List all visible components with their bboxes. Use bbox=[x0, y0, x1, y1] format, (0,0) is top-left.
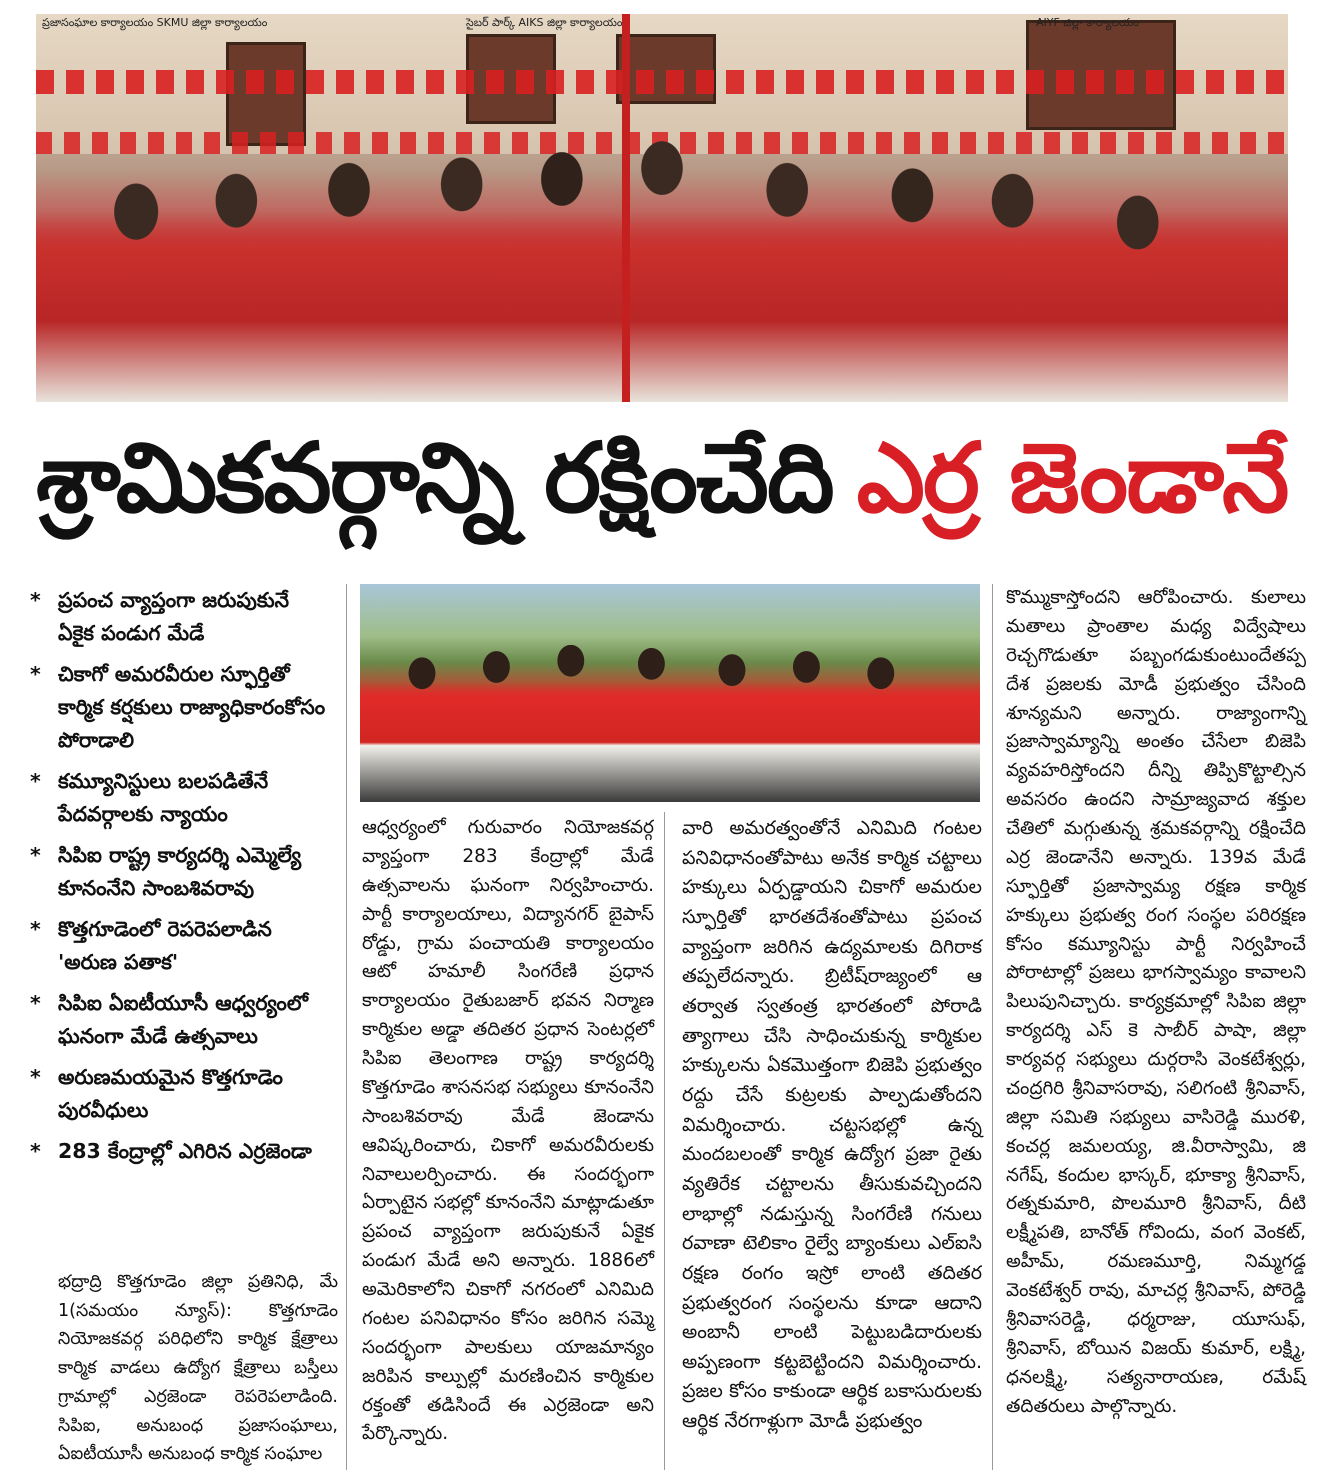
highlight-item bbox=[30, 1061, 330, 1127]
highlight-text: 283 కేంద్రాల్లో ఎగిరిన ఎర్రజెండా bbox=[58, 1139, 312, 1163]
dateline-paragraph: భద్రాద్రి కొత్తగూడెం జిల్లా ప్రతినిధి, మే 1(సమయం న్యూస్): కొత్తగూడెం నియోజకవర్గ పరిధిలోని కార్మిక క్షేత్రాలు కార్మిక వాడలు ఉద్యోగ క్షేత్రాలు బస్తీలు గ్రామాల్లో ఎర్రజెండా రెపరెపలాడింది. సిపిఐ, అనుబంధ ప్రజాసంఘాలు, ఏఐటీయూసీ అనుబంధ కార్మిక సంఘాల bbox=[58, 1272, 338, 1465]
photo-sign-right: AIYF జిల్లా కార్యాలయం bbox=[1036, 16, 1139, 29]
article-text: వారి అమరత్వంతోనే ఎనిమిది గంటల పనివిధానంతోపాటు అనేక కార్మిక చట్టాలు హక్కులు ఏర్పడ్డాయని చికాగో అమరుల స్ఫూర్తితో భారతదేశంతోపాటు ప్రపంచ వ్యాప్తంగా జరిగిన ఉద్యమాలకు దిగిరాక తప్పలేదన్నారు. బ్రిటీష్‌రాజ్యంలో ఆ తర్వాత స్వతంత్ర భారతంలో పోరాడి త్యాగాలు చేసి సాధించుకున్న కార్మికుల హక్కులను ఏకమొత్తంగా బిజెపి ప్రభుత్వం రద్దు చేసే కుట్రలకు పాల్పడుతోందని విమర్శించారు. చట్టసభల్లో ఉన్న మందబలంతో కార్మిక ఉద్యోగ ప్రజా రైతు వ్యతిరేక చట్టాలను తీసుకువచ్చిందని లాభాల్లో నడుస్తున్న సింగరేణి గనులు రవాణా టెలికాం రైల్వే బ్యాంకులు ఎల్ఐసి రక్షణ రంగం ఇస్రో లాంటి తదితర ప్రభుత్వరంగ సంస్థలను కూడా ఆదాని అంబానీ లాంటి పెట్టుబడిదారులకు అప్పణంగా కట్టబెట్టిందని విమర్శించారు. ప్రజల కోసం కాకుండా ఆర్థిక బకాసురులకు ఆర్థిక నేరగాళ్లుగా మోడీ ప్రభుత్వం bbox=[682, 817, 982, 1433]
highlight-text: సిపిఐ రాష్ట్ర కార్యదర్శి ఎమ్మెల్యే కూనంనేని సాంబశివరావు bbox=[58, 843, 302, 900]
star-icon: * bbox=[30, 1139, 41, 1163]
article-column-2 bbox=[362, 814, 654, 1449]
article-text: ఆధ్వర్యంలో గురువారం నియోజకవర్గ వ్యాప్తంగా 283 కేంద్రాల్లో మేడే ఉత్సవాలను ఘనంగా నిర్వహించారు. పార్టీ కార్యాలయాలు, విద్యానగర్ బైపాస్ రోడ్డు, గ్రామ పంచాయతి కార్యాలయం ఆటో హమాలీ సింగరేణి ప్రధాన కార్యాలయం రైతుబజార్ భవన నిర్మాణ కార్మికుల అడ్డా తదితర ప్రధాన సెంటర్లలో సిపిఐ తెలంగాణ రాష్ట్ర కార్యదర్శి కొత్తగూడెం శాసనసభ సభ్యులు కూనంనేని సాంబశివరావు మేడే జెండాను ఆవిష్కరించారు, చికాగో అమరవీరులకు నివాలులర్పించారు. ఈ సందర్భంగా ఏర్పాటైన సభల్లో కూనంనేని మాట్లాడుతూ ప్రపంచ వ్యాప్తంగా జరుపుకునే ఏకైక పండుగ మేడే అని అన్నారు. 1886లో అమెరికాలోని చికాగో నగరంలో ఎనిమిది గంటల పనివిధానం కోసం జరిగిన సమ్మె సందర్భంగా పాలకులు యాజమాన్యం జరిపిన కాల్పుల్లో మరణించిన కార్మికుల రక్తంతో తడిసిందే ఈ ఎర్రజెండా అని పేర్కొన్నారు. bbox=[362, 817, 654, 1445]
highlight-item bbox=[30, 765, 330, 831]
photo-crowd bbox=[36, 130, 1288, 402]
star-icon: * bbox=[30, 1065, 41, 1089]
flag-pole bbox=[622, 14, 630, 402]
article-text: కొమ్ముకాస్తోందని ఆరోపించారు. కులాలు మతాలు ప్రాంతాల మధ్య విద్వేషాలు రెచ్చగొడుతూ పబ్బంగడుకుంటుందేతప్ప దేశ ప్రజలకు మోడీ ప్రభుత్వం చేసింది శూన్యమని అన్నారు. రాజ్యాంగాన్ని ప్రజాస్వామ్యాన్ని అంతం చేసేలా బిజెపి వ్యవహరిస్తోందని దీన్ని తిప్పికొట్టాల్సిన అవసరం ఉందని సామ్రాజ్యవాద శక్తుల చేతిలో మగ్గుతున్న శ్రమకవర్గాన్ని రక్షించేది ఎర్ర జెండానేని అన్నారు. 139వ మేడే స్ఫూర్తితో ప్రజాస్వామ్య రక్షణ కార్మిక హక్కులు ప్రభుత్వ రంగ సంస్థల పరిరక్షణ కోసం కమ్యూనిస్టు పార్టీ నిర్వహించే పోరాటాల్లో ప్రజలు భాగస్వామ్యం కావాలని పిలుపునిచ్చారు. కార్యక్రమాల్లో సిపిఐ జిల్లా కార్యదర్శి ఎస్ కె సాబీర్ పాషా, జిల్లా కార్యవర్గ సభ్యులు దుర్గరాసి వెంకటేశ్వర్లు, చంద్రగిరి శ్రీనివాసరావు, సలిగంటి శ్రీనివాస్, జిల్లా సమితి సభ్యులు వాసిరెడ్డి మురళి, కంచర్ల జమలయ్య, జి.వీరాస్వామి, జి నగేష్, కందుల భాస్కర్, భూక్యా శ్రీనివాస్, రత్నకుమారి, పొలమూరి శ్రీనివాస్, దీటి లక్ష్మీపతి, బానోత్ గోవిందు, వంగ వెంకట్, అహీమ్, రమణమూర్తి, నిమ్మగడ్డ వెంకటేశ్వర్ రావు, మాచర్ల శ్రీనివాస్, పోరెడ్డి శ్రీనివాసరెడ్డి, ధర్మరాజు, యూసుఫ్, శ్రీనివాస్, బోయిన విజయ్ కుమార్, లక్ష్మి, ధనలక్ష్మి, సత్యనారాయణ, రమేష్ తదితరులు పాల్గొన్నారు. bbox=[1006, 587, 1306, 1417]
photo-sign-mid: సైబర్ పార్క్ AIKS జిల్లా కార్యాలయం bbox=[466, 16, 623, 29]
highlight-text: సిపిఐ ఏఐటీయూసీ ఆధ్వర్యంలో ఘనంగా మేడే ఉత్సవాలు bbox=[58, 991, 308, 1048]
top-photo bbox=[36, 14, 1288, 402]
star-icon: * bbox=[30, 662, 41, 686]
rally-photo bbox=[360, 584, 980, 802]
column-divider bbox=[992, 584, 993, 1470]
star-icon: * bbox=[30, 991, 41, 1015]
highlight-item bbox=[30, 584, 330, 650]
highlight-text: కొత్తగూడెంలో రెపరెపలాడిన 'అరుణ పతాక' bbox=[58, 917, 272, 974]
photo-bunting bbox=[36, 70, 1288, 94]
highlight-text: చికాగో అమరవీరుల స్ఫూర్తితో కార్మిక కర్షకులు రాజ్యాధికారంకోసం పోరాడాలి bbox=[58, 662, 326, 752]
highlight-item bbox=[30, 987, 330, 1053]
article-column-4 bbox=[1006, 584, 1306, 1421]
highlights-list bbox=[30, 584, 330, 1176]
highlight-item bbox=[30, 1135, 330, 1168]
star-icon: * bbox=[30, 843, 41, 867]
highlight-item bbox=[30, 839, 330, 905]
column-divider bbox=[664, 812, 665, 1470]
headline bbox=[36, 420, 1298, 560]
star-icon: * bbox=[30, 917, 41, 941]
column-divider bbox=[346, 584, 347, 1470]
highlight-item bbox=[30, 658, 330, 757]
highlight-text: ప్రపంచ వ్యాప్తంగా జరుపుకునే ఏకైక పండుగ మేడే bbox=[58, 588, 289, 645]
highlight-item bbox=[30, 913, 330, 979]
photo-sign-left: ప్రజాసంఘాల కార్యాలయం SKMU జిల్లా కార్యాలయం bbox=[42, 16, 268, 29]
photo-people bbox=[360, 645, 980, 802]
headline-red: ఎర్ర జెండానే bbox=[856, 422, 1288, 534]
star-icon: * bbox=[30, 588, 41, 612]
article-column-3 bbox=[682, 814, 982, 1437]
highlight-text: కమ్యూనిస్టులు బలపడితేనే పేదవర్గాలకు న్యాయం bbox=[58, 769, 269, 826]
highlight-text: అరుణమయమైన కొత్తగూడెం పురవీధులు bbox=[58, 1065, 283, 1122]
star-icon: * bbox=[30, 769, 41, 793]
headline-black: శ్రామికవర్గాన్ని రక్షించేది bbox=[36, 422, 833, 534]
